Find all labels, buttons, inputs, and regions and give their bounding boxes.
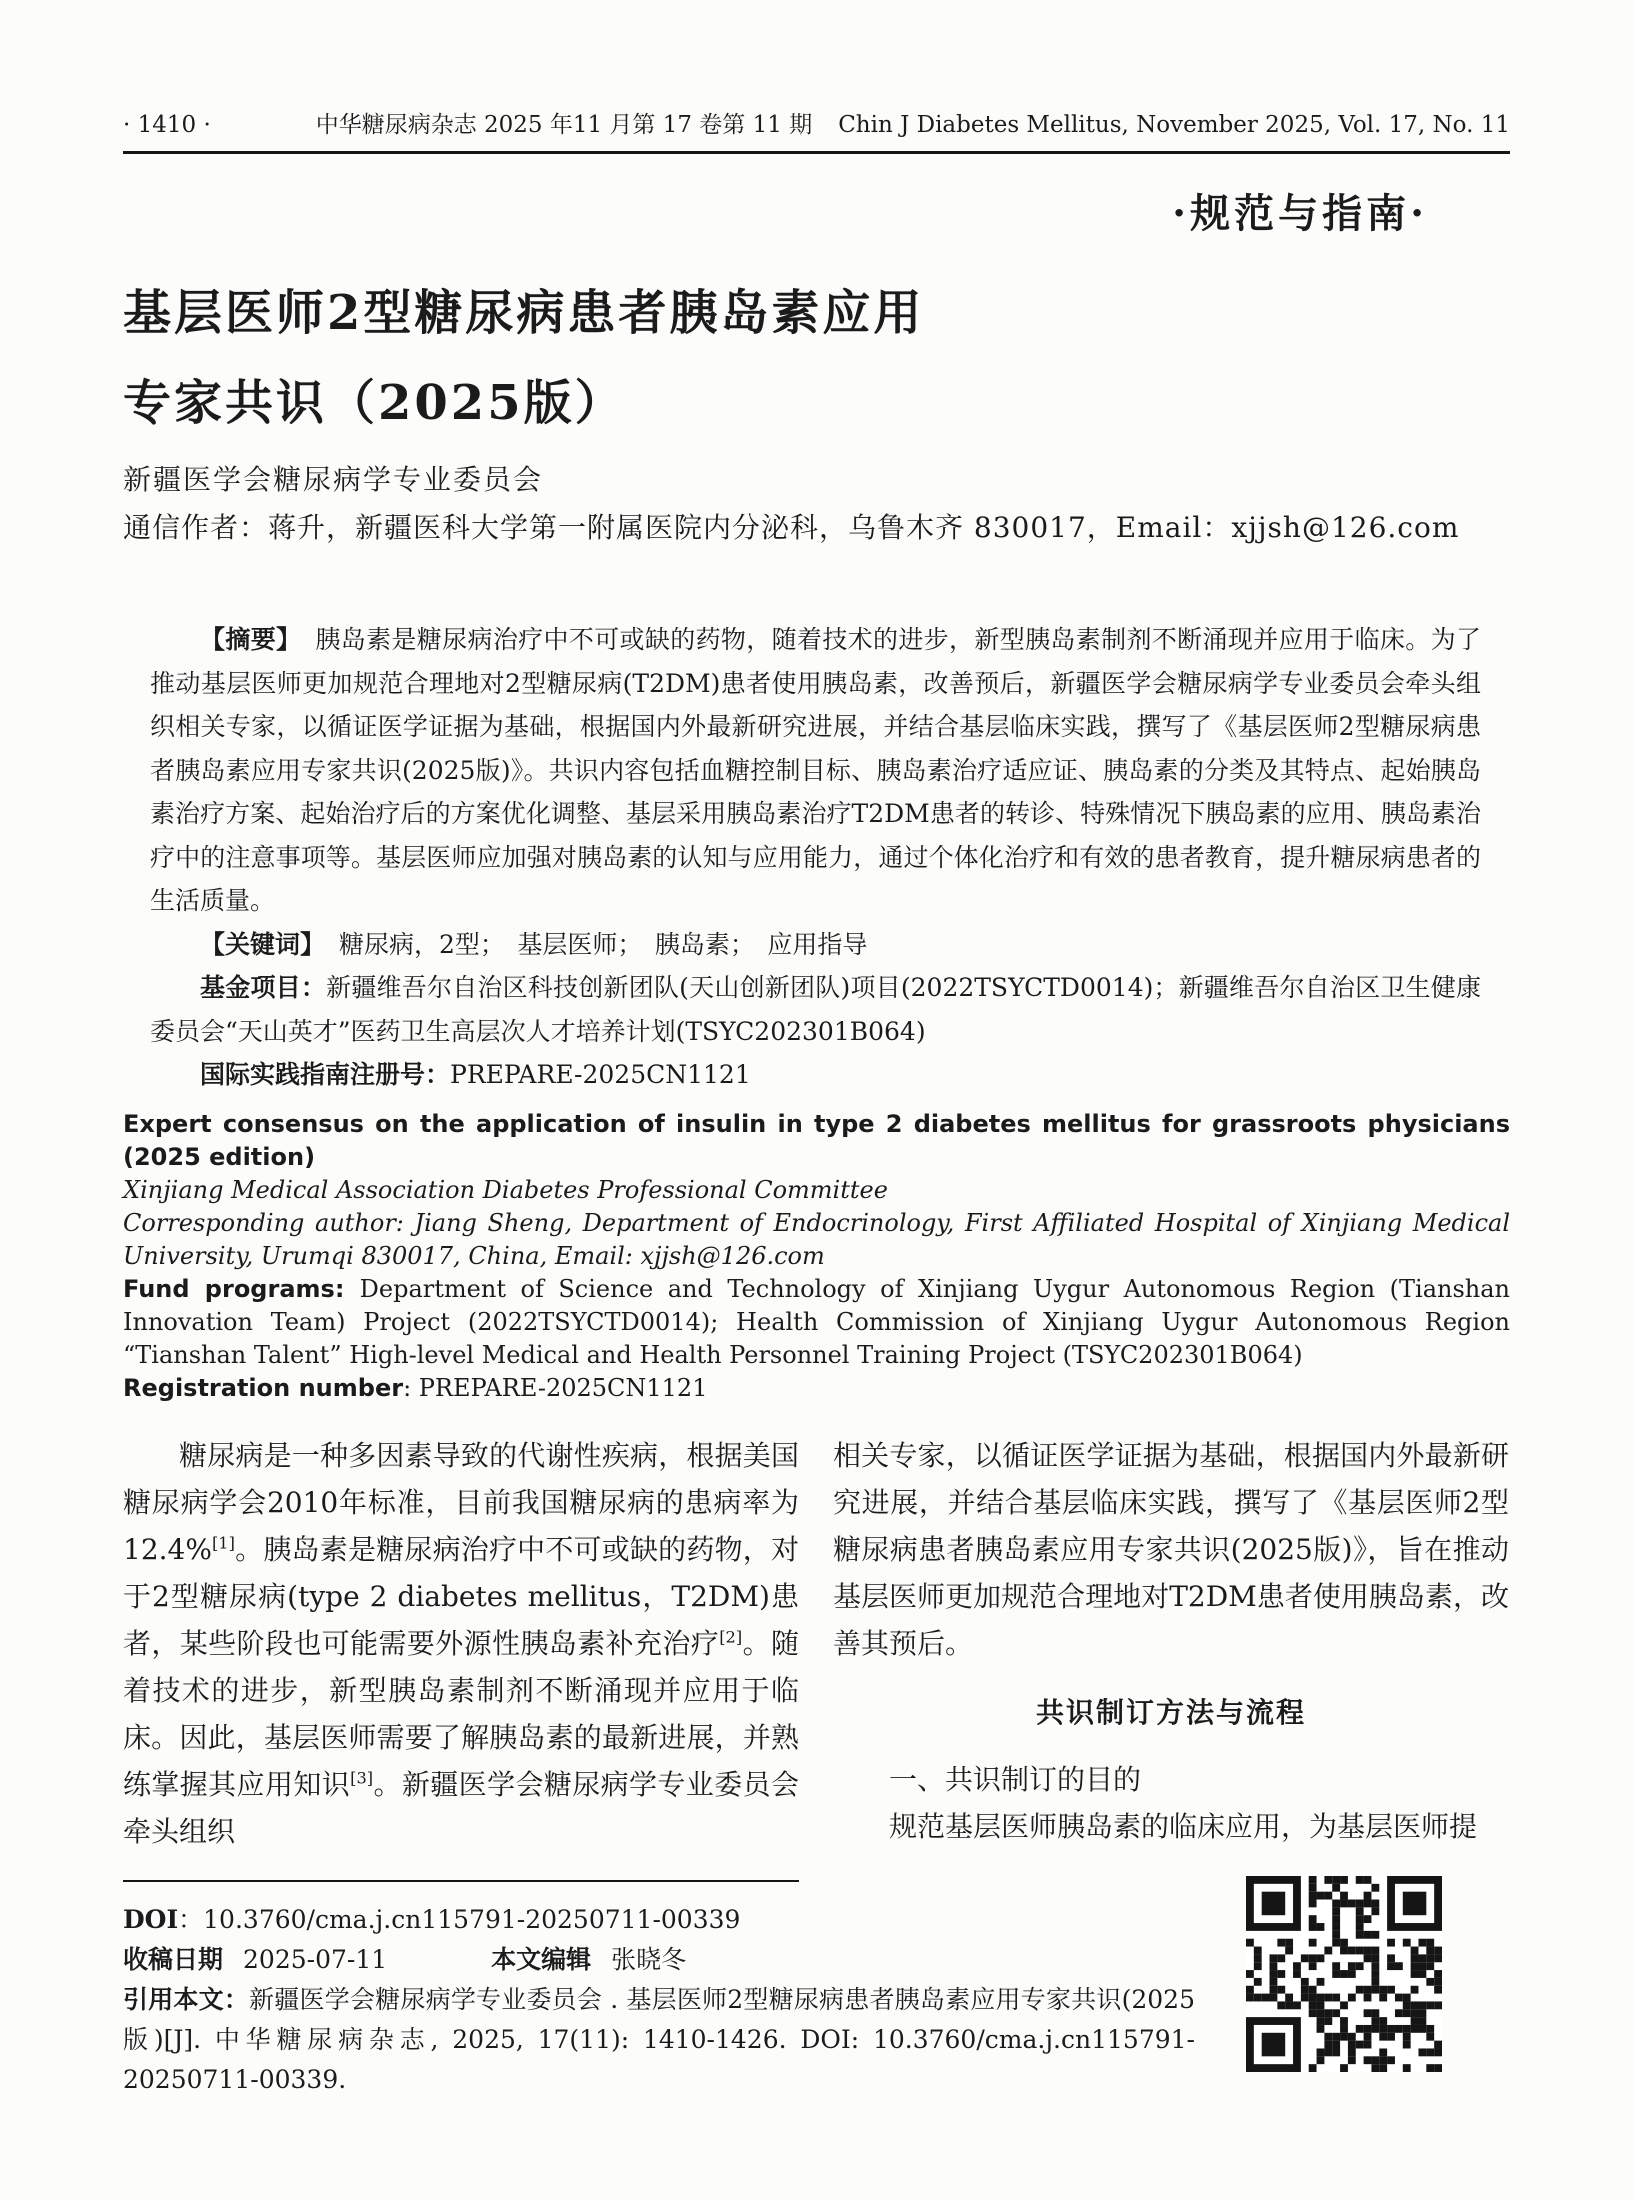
correspondence-line: 通信作者：蒋升，新疆医科大学第一附属医院内分泌科，乌鲁木齐 830017，Email：xjjsh@126.com <box>123 511 1460 544</box>
keywords-label: 【关键词】 <box>200 929 326 959</box>
authors-line: 新疆医学会糖尿病学专业委员会 <box>123 463 544 496</box>
body-right-column <box>833 1432 1509 1855</box>
received-date: 2025-07-11 <box>243 1945 388 1974</box>
subsection-text: 规范基层医师胰岛素的临床应用，为基层医师提 <box>889 1810 1478 1843</box>
article-title-line2: 专家共识（2025版） <box>123 375 626 431</box>
abstract-paragraph <box>150 618 1481 923</box>
body-left-column <box>123 1432 799 1855</box>
english-registration-text: : PREPARE-2025CN1121 <box>403 1374 708 1402</box>
fund-text: 新疆维吾尔自治区科技创新团队(天山创新团队)项目(2022TSYCTD0014)；新疆维吾尔自治区卫生健康委员会“天山英才”医药卫生高层次人才培养计划(TSYC202301B064) <box>150 973 1481 1046</box>
english-registration-label: Registration number <box>123 1374 404 1402</box>
chinese-meta-block <box>150 618 1481 1097</box>
english-fund-text: Department of Science and Technology of Xinjiang Uygur Autonomous Region (Tianshan Innovation Team) Project (2022TSYCTD0014); Health Commission of Xinjiang Uygur Autonomous Region “Tianshan Talent” High-level Medical and Health Personnel Training Project (TSYC202301B064) <box>123 1275 1510 1369</box>
section-heading: 共识制订方法与流程 <box>1035 1696 1306 1729</box>
editor-label: 本文编辑 <box>491 1945 592 1974</box>
english-committee: Xinjiang Medical Association Diabetes Professional Committee <box>123 1176 888 1204</box>
journal-title-zh: 中华糖尿病杂志 2025 年11 月第 17 卷第 11 期 <box>315 112 813 138</box>
citation-label: 引用本文： <box>123 1985 250 2014</box>
doi-line <box>123 1900 1195 1940</box>
journal-title-en: Chin J Diabetes Mellitus, November 2025, Vol. 17, No. 11 <box>838 112 1510 138</box>
english-title: Expert consensus on the application of insulin in type 2 diabetes mellitus for grassroots physicians (2025 edition) <box>123 1110 1510 1171</box>
doi-label: DOI <box>123 1905 179 1934</box>
abstract-label: 【摘要】 <box>200 625 302 654</box>
registration-line <box>150 1053 1481 1097</box>
keywords-text: 糖尿病，2型； 基层医师； 胰岛素； 应用指导 <box>339 929 868 959</box>
article-title <box>123 268 924 448</box>
journal-line <box>316 106 1510 139</box>
qr-code <box>1246 1876 1442 2072</box>
citation-paragraph <box>123 1980 1195 2100</box>
keywords-line <box>150 923 1481 967</box>
dates-line <box>123 1940 1195 1980</box>
english-meta-block <box>123 1108 1510 1405</box>
citation-text: 新疆医学会糖尿病学专业委员会 . 基层医师2型糖尿病患者胰岛素应用专家共识(2025版)[J]. 中华糖尿病杂志, 2025, 17(11): 1410-1426. DOI: 10.3760/cma.j.cn115791-20250711-00339. <box>123 1985 1195 2094</box>
fund-paragraph <box>150 966 1481 1053</box>
section-tag: ·规范与指南· <box>1172 190 1428 237</box>
body-left-paragraph: 糖尿病是一种多因素导致的代谢性疾病，根据美国糖尿病学会2010年标准，目前我国糖尿病的患病率为12.4%[1]。胰岛素是糖尿病治疗中不可或缺的药物，对于2型糖尿病(type 2 diabetes mellitus，T2DM)患者，某些阶段也可能需要外源性胰岛素补充治疗[2]。随着技术的进步，新型胰岛素制剂不断涌现并应用于临床。因此，基层医师需要了解胰岛素的最新进展，并熟练掌握其应用知识[3]。新疆医学会糖尿病学专业委员会牵头组织 <box>123 1439 799 1848</box>
english-registration-line <box>123 1372 1510 1405</box>
footer-block <box>123 1900 1195 2100</box>
fund-label: 基金项目： <box>200 973 327 1002</box>
registration-text: PREPARE-2025CN1121 <box>450 1060 751 1089</box>
page-header <box>123 106 1510 154</box>
editor-name: 张晓冬 <box>611 1945 687 1974</box>
article-title-line1: 基层医师2型糖尿病患者胰岛素应用 <box>123 285 925 341</box>
english-fund-label: Fund programs: <box>123 1275 360 1303</box>
body-columns <box>123 1432 1510 1855</box>
doi-text: ：10.3760/cma.j.cn115791-20250711-00339 <box>178 1905 741 1934</box>
registration-label: 国际实践指南注册号： <box>200 1060 451 1089</box>
english-corresponding: Corresponding author: Jiang Sheng, Department of Endocrinology, First Affiliated Hospital of Xinjiang Medical University, Urumqi 830017, China, Email: xjjsh@126.com <box>123 1209 1510 1270</box>
received-label: 收稿日期 <box>123 1945 224 1974</box>
footnote-divider <box>123 1880 799 1882</box>
subsection-title: 一、共识制订的目的 <box>889 1763 1142 1796</box>
abstract-text: 胰岛素是糖尿病治疗中不可或缺的药物，随着技术的进步，新型胰岛素制剂不断涌现并应用于临床。为了推动基层医师更加规范合理地对2型糖尿病(T2DM)患者使用胰岛素，改善预后，新疆医学会糖尿病学专业委员会牵头组织相关专家，以循证医学证据为基础，根据国内外最新研究进展，并结合基层临床实践，撰写了《基层医师2型糖尿病患者胰岛素应用专家共识(2025版)》。共识内容包括血糖控制目标、胰岛素治疗适应证、胰岛素的分类及其特点、起始胰岛素治疗方案、起始治疗后的方案优化调整、基层采用胰岛素治疗T2DM患者的转诊、特殊情况下胰岛素的应用、胰岛素治疗中的注意事项等。基层医师应加强对胰岛素的认知与应用能力，通过个体化治疗和有效的患者教育，提升糖尿病患者的生活质量。 <box>150 625 1481 915</box>
page-number: · 1410 · <box>123 112 211 138</box>
english-fund-paragraph <box>123 1273 1510 1372</box>
body-right-paragraph: 相关专家，以循证医学证据为基础，根据国内外最新研究进展，并结合基层临床实践，撰写了《基层医师2型糖尿病患者胰岛素应用专家共识(2025版)》，旨在推动基层医师更加规范合理地对T2DM患者使用胰岛素，改善其预后。 <box>833 1439 1509 1660</box>
